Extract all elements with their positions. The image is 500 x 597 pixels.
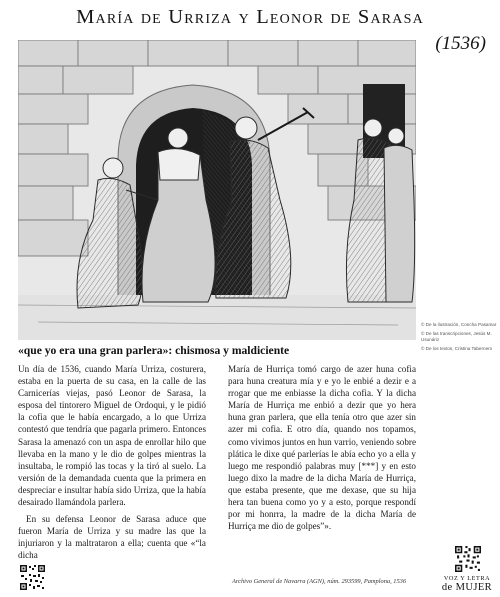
qr-code-icon[interactable]	[20, 565, 45, 590]
text-column-left	[18, 363, 206, 567]
paragraph: Un día de 1536, cuando María Urriza, costurera, estaba en la puerta de su casa, en la calle de las Carnicerías viejas, pasó Leonor de Sarasa, la esposa del tintorero Miguel de Ordoqui, y le pidió la cofia que le había encargado, a lo que Urriza contestó que tendría que pagarla primero. Entonces Sarasa la amenazó con un aspa de enrollar hilo que llevaba en la mano y le dio de golpes mientras la insultaba, le rompió las tocas y la tiró al suelo. La versión de la demandada cuenta que la primera en despreciar e insultar había sido Urriza, que la había desairado llamándola parlera.	[18, 364, 206, 508]
text-column-right	[228, 363, 416, 537]
paragraph: En su defensa Leonor de Sarasa aduce que fueron María de Urriza y su madre las que la injuriaron y la maltrataron a ella; cuenta que «“la dicha	[18, 514, 206, 561]
source-citation: Archivo General de Navarra (AGN), núm. 293599, Pamplona, 1536	[232, 578, 407, 585]
page-title: María de Urriza y Leonor de Sarasa	[76, 6, 424, 28]
qr-code-icon[interactable]	[455, 546, 481, 572]
paragraph: María de Hurriça tomó cargo de azer huna cofia para huna creatura mía y e yo le enbié a dezir e a rrogar que me enbiasse la dicha cofia. Y la dicha María de Hurriça me enbió a dezir que yo hera huna gran parlera, que ella tenía otro que azer sin azer mi cofia. E otro día, quando nos topamos, como vivimos juntos en hun varrio, veniendo sobre plática le dixe qué parlerías le abía echo yo a ella y luego me respondió palabras muy [***] y en esto luego dixo la madre de la dicha María de Hurriça, que estaba presente, que me dexase, que su hija hera tan buena como yo y a esto, porque respondí por mi honrra, la madre de la dicha María de Hurriça me dio de golpes”».	[228, 364, 416, 532]
year-label: (1536)	[435, 33, 486, 54]
brand-line-1: VOZ Y LETRA	[443, 575, 491, 582]
section-subtitle: «que yo era una gran parlera»: chismosa y maldiciente	[18, 344, 290, 357]
ink-illustration-icon	[18, 40, 416, 340]
illustration	[18, 40, 416, 340]
credit-illustration: © De la ilustración, Concha Pasamar	[421, 322, 497, 327]
credits	[421, 322, 497, 356]
brand-line-2: de MUJER	[441, 582, 493, 593]
credit-texts: © De los textos, Cristina Tabernero	[421, 346, 493, 352]
brand-logo	[436, 575, 498, 593]
credit-transcriptions: © De las transcripciones, Jesús M. Usunáriz	[421, 331, 492, 342]
